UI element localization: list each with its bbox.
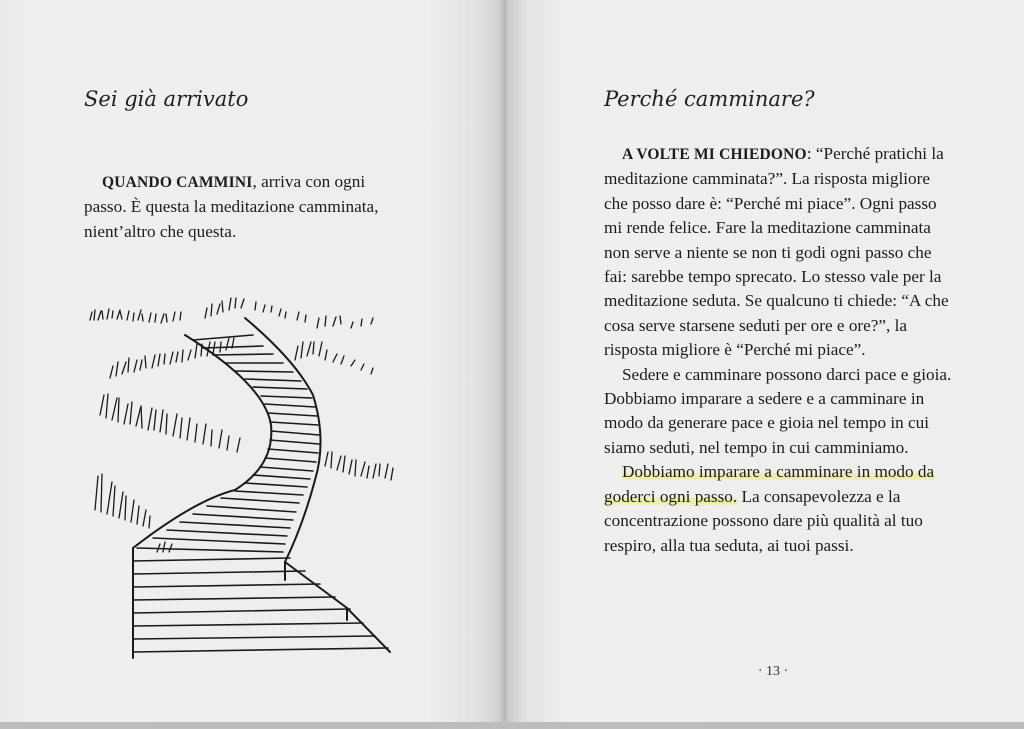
right-paragraph-1 (604, 142, 954, 363)
walkway-planks (133, 335, 388, 652)
right-paragraph-3-text: La consapevolezza e la concentrazione possono dare più qualità al tuo respiro, alla tua seduta, ai tuoi passi. (604, 486, 923, 555)
right-paragraph-2: Sedere e camminare possono darci pace e gioia. Dobbiamo imparare a sedere e a camminare in modo da generare pace e gioia nel tempo in cui siamo seduti, nel tempo in cui camminiamo. (604, 364, 952, 457)
right-paragraph-1-text: : “Perché pratichi la meditazione camminata?”. La risposta migliore che posso dare è: “Perché mi piace”. Ogni passo mi rende felice. Fare la meditazione camminata non serve a niente se non ti godi ogni passo che fai: sarebbe tempo sprecato. Lo stesso vale per la meditazione seduta. Se qualcuno ti chiede: “A che cosa serve starsene seduti per ore e ore?”, la risposta migliore è “Perché mi piace”. (604, 144, 949, 360)
page-number: · 13 · (757, 664, 789, 679)
right-lead-words: A VOLTE MI CHIEDONO (622, 146, 807, 163)
left-body-text (84, 170, 404, 244)
left-chapter-title: Sei già arrivato (84, 87, 249, 111)
left-paragraph-text: , arriva con ogni passo. È questa la meditazione camminata, nient’altro che questa. (84, 172, 379, 241)
right-chapter-title: Perché camminare? (604, 87, 815, 111)
book-bottom-edge (0, 722, 1024, 729)
right-body-text (604, 142, 954, 558)
walkway-illustration (85, 290, 405, 670)
left-page (0, 0, 503, 729)
highlighted-sentence: Dobbiamo imparare a camminare in modo da goderci ogni passo. (604, 462, 935, 506)
walkway-left-edge (133, 335, 271, 655)
left-lead-words: QUANDO CAMMINI (102, 174, 253, 191)
right-paragraph-3 (604, 460, 954, 558)
left-paragraph (84, 170, 404, 244)
